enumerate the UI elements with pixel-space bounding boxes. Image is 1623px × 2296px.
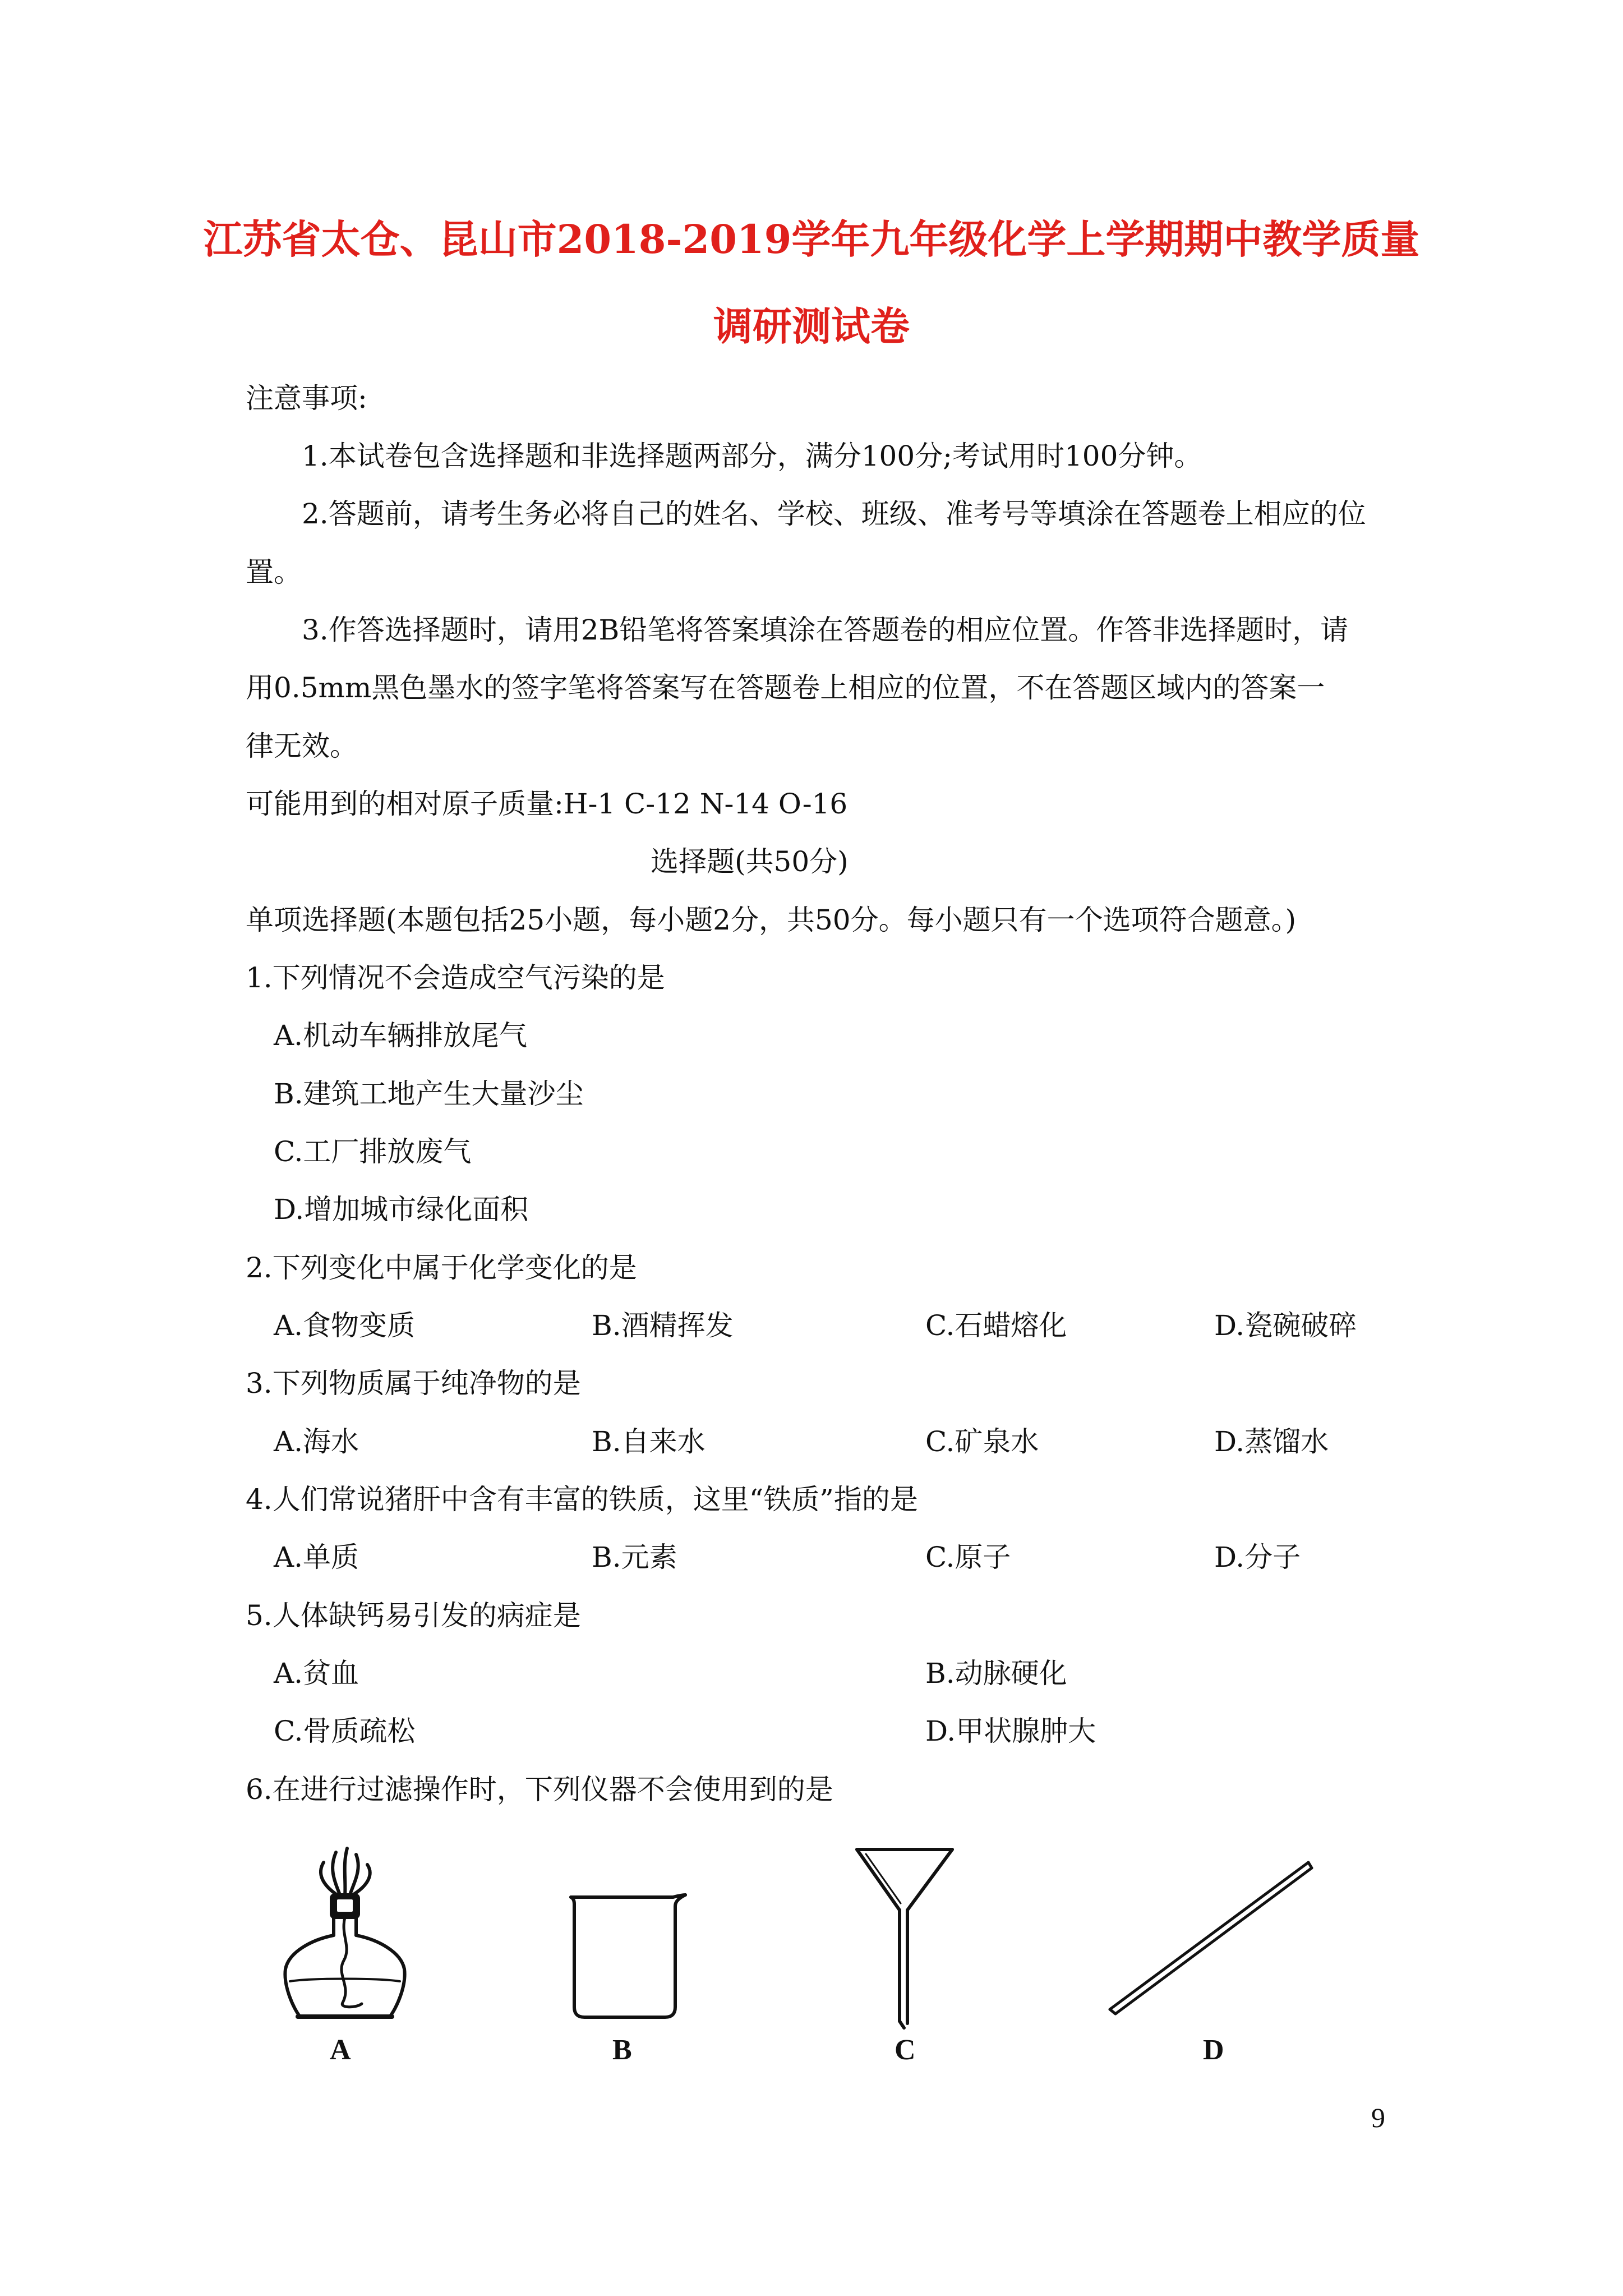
question-4-option-c: C.原子	[925, 1541, 1011, 1573]
question-2-option-d: D.瓷碗破碎	[1214, 1309, 1357, 1342]
notice-item-2b: 置。	[246, 556, 302, 588]
question-1-option-a: A.机动车辆排放尾气	[274, 1019, 528, 1052]
alcohol-lamp-figure	[278, 1840, 412, 2025]
doc-title-line2: 调研测试卷	[713, 303, 910, 349]
question-2-option-a: A.食物变质	[274, 1309, 416, 1342]
question-3-option-b: B.自来水	[592, 1425, 706, 1458]
doc-title-line1: 江苏省太仓、昆山市2018-2019学年九年级化学上学期期中教学质量	[203, 216, 1420, 263]
question-1-option-b: B.建筑工地产生大量沙尘	[274, 1078, 584, 1110]
question-5-option-a: A.贫血	[274, 1657, 359, 1690]
question-4-option-b: B.元素	[592, 1541, 677, 1573]
figure-label-c: C	[895, 2034, 916, 2066]
question-5-option-b: B.动脉硬化	[925, 1657, 1067, 1690]
beaker-figure	[561, 1889, 690, 2024]
question-1-option-d: D.增加城市绿化面积	[274, 1193, 529, 1226]
question-2-option-c: C.石蜡熔化	[925, 1309, 1067, 1342]
question-3-option-c: C.矿泉水	[925, 1425, 1039, 1458]
section-intro: 单项选择题(本题包括25小题，每小题2分，共50分。每小题只有一个选项符合题意。)	[246, 904, 1297, 936]
question-4-option-a: A.单质	[274, 1541, 359, 1573]
question-2-stem: 2.下列变化中属于化学变化的是	[246, 1251, 637, 1284]
funnel-figure	[851, 1843, 958, 2033]
question-5-stem: 5.人体缺钙易引发的病症是	[246, 1599, 581, 1632]
glass-rod-figure	[1102, 1851, 1315, 2019]
question-3-option-a: A.海水	[274, 1425, 359, 1458]
question-2-option-b: B.酒精挥发	[592, 1309, 734, 1342]
question-4-stem: 4.人们常说猪肝中含有丰富的铁质，这里“铁质”指的是	[246, 1483, 918, 1516]
question-6-stem: 6.在进行过滤操作时，下列仪器不会使用到的是	[246, 1773, 833, 1806]
figure-label-b: B	[612, 2034, 632, 2066]
question-1-stem: 1.下列情况不会造成空气污染的是	[246, 961, 665, 994]
question-3-stem: 3.下列物质属于纯净物的是	[246, 1367, 581, 1400]
atomic-mass-line: 可能用到的相对原子质量:H-1 C-12 N-14 O-16	[246, 788, 848, 820]
question-4-option-d: D.分子	[1214, 1541, 1301, 1573]
figure-label-a: A	[330, 2034, 351, 2066]
figure-label-d: D	[1203, 2034, 1224, 2066]
notice-item-1: 1.本试卷包含选择题和非选择题两部分，满分100分;考试用时100分钟。	[302, 440, 1202, 472]
section-title: 选择题(共50分)	[651, 845, 849, 878]
notice-item-3b: 用0.5mm黑色墨水的签字笔将答案写在答题卷上相应的位置，不在答题区域内的答案一	[246, 671, 1325, 704]
notice-item-3c: 律无效。	[246, 730, 358, 762]
notice-item-2a: 2.答题前，请考生务必将自己的姓名、学校、班级、准考号等填涂在答题卷上相应的位	[302, 498, 1366, 530]
question-3-option-d: D.蒸馏水	[1214, 1425, 1329, 1458]
page-number: 9	[1371, 2102, 1385, 2133]
notice-item-3a: 3.作答选择题时，请用2B铅笔将答案填涂在答题卷的相应位置。作答非选择题时，请	[302, 614, 1349, 646]
question-5-option-d: D.甲状腺肿大	[925, 1715, 1096, 1747]
notice-heading: 注意事项:	[246, 382, 367, 415]
question-1-option-c: C.工厂排放废气	[274, 1135, 472, 1168]
question-5-option-c: C.骨质疏松	[274, 1715, 416, 1747]
